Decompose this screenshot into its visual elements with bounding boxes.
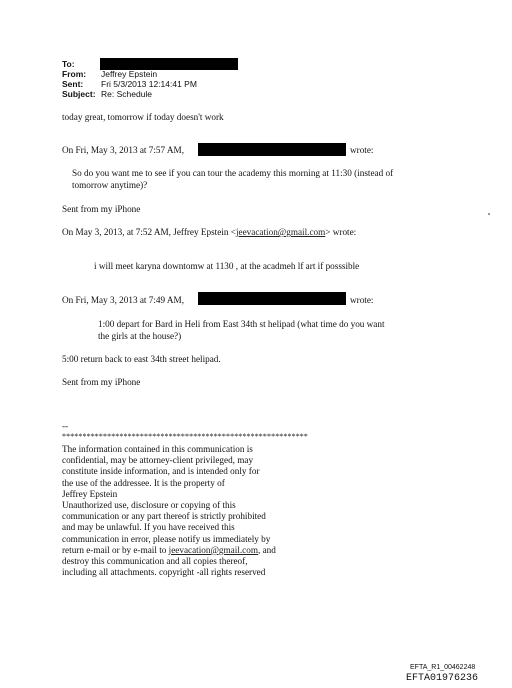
quote3-line1: 1:00 depart for Bard in Heli from East 34th st helipad (what time do you want	[98, 319, 385, 329]
quote2-wrote: > wrote:	[325, 227, 357, 237]
disclaimer-block	[62, 444, 276, 578]
disclaimer-end-lines	[62, 556, 276, 578]
reply-text: today great, tomorrow if today doesn't work	[62, 112, 224, 122]
quote1-line1: So do you want me to see if you can tour the academy this morning at 11:30 (instead of	[72, 168, 394, 178]
disclaimer-line: Unauthorized use, disclosure or copying of this	[62, 500, 236, 511]
quote1-intro: On Fri, May 3, 2013 at 7:57 AM,	[62, 145, 184, 155]
disclaimer-line: The information contained in this communication is	[62, 444, 253, 454]
quote1-wrote: wrote:	[350, 145, 374, 155]
disclaimer-lines	[62, 444, 276, 545]
efta-small-stamp: EFTA_R1_00462248	[410, 664, 476, 671]
disclaimer-line: and may be unlawful. If you have received this	[62, 522, 235, 533]
subject-label: Subject:	[62, 89, 96, 99]
disclaimer-email-prefix: return e-mail or by e-mail to	[62, 544, 169, 555]
quote2-line	[62, 226, 356, 238]
subject-value: Re: Schedule	[101, 89, 153, 99]
sent-from-iphone-2: Sent from my iPhone	[62, 377, 141, 387]
stars-divider: ************************************************************	[62, 432, 308, 441]
disclaimer-email-suffix: , and	[257, 544, 276, 555]
disclaimer-line: including all attachments. copyright -all rights reserved	[62, 567, 266, 578]
from-label: From:	[62, 69, 87, 79]
quote3-line3: 5:00 return back to east 34th street helipad.	[62, 354, 221, 364]
disclaimer-line: constitute inside information, and is intended only for	[62, 466, 260, 477]
disclaimer-line: Jeffrey Epstein	[62, 488, 118, 499]
sent-label: Sent:	[62, 79, 84, 89]
sent-value: Fri 5/3/2013 12:14:41 PM	[101, 79, 197, 89]
quote2-intro: On May 3, 2013, at 7:52 AM, Jeffrey Epstein <	[62, 227, 236, 237]
quote1-line2: tomorrow anytime)?	[72, 180, 148, 190]
redacted-sender-2	[198, 292, 346, 305]
redacted-sender-1	[198, 143, 346, 156]
quote2-text: i will meet karyna downtomw at 1130 , at the acadmeh lf art if posssible	[94, 261, 360, 271]
signature-dashes: --	[62, 421, 69, 431]
disclaimer-line: the use of the addressee. It is the property of	[62, 477, 225, 488]
disclaimer-line: confidential, may be attorney-client privileged, may	[62, 455, 254, 466]
disclaimer-email-line	[62, 545, 276, 556]
quote3-intro: On Fri, May 3, 2013 at 7:49 AM,	[62, 295, 184, 305]
efta-large-stamp: EFTA01976236	[406, 673, 479, 684]
scan-speck	[488, 213, 490, 215]
disclaimer-email-link[interactable]: jeevacation@gmail.com	[168, 544, 258, 555]
disclaimer-line: communication in error, please notify us immediately by	[62, 533, 271, 544]
disclaimer-line: communication or any part thereof is strictly prohibited	[62, 511, 266, 522]
quote2-email-link[interactable]: jeevacation@gmail.com	[235, 227, 326, 237]
to-label: To:	[62, 59, 75, 69]
from-value: Jeffrey Epstein	[101, 69, 158, 79]
quote3-wrote: wrote:	[350, 295, 374, 305]
sent-from-iphone-1: Sent from my iPhone	[62, 204, 141, 214]
quote3-line2: the girls at the house?)	[98, 331, 182, 341]
disclaimer-line: destroy this communication and all copies thereof,	[62, 556, 248, 567]
